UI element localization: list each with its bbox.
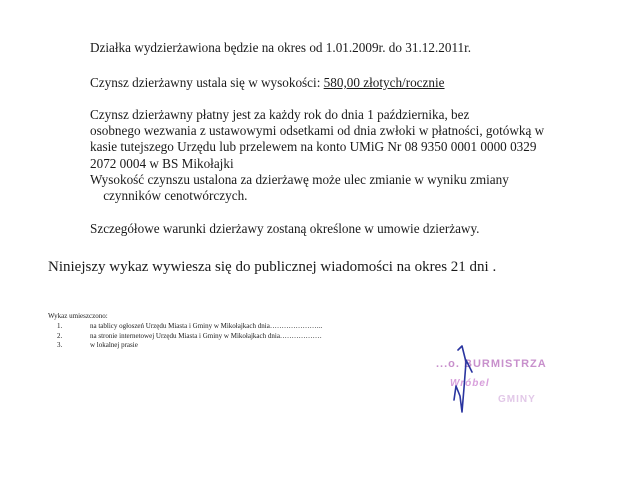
payment-terms-paragraph — [90, 107, 590, 204]
payment-terms-line: 2072 0004 w BS Mikołajki — [90, 155, 234, 171]
list-item: 2. na stronie internetowej Urzędu Miasta i Gminy w Mikołajkach dnia……………… — [64, 332, 448, 341]
posted-list — [48, 312, 448, 351]
lease-period-text: Działka wydzierżawiona będzie na okres od 1.01.2009r. do 31.12.2011r. — [90, 40, 472, 55]
posted-list-items — [48, 322, 448, 350]
rent-amount-text — [90, 75, 590, 91]
payment-terms-line: Wysokość czynszu ustalona za dzierżawę może ulec zmianie w wyniku zmiany — [90, 171, 509, 187]
stamp-line-name: Wróbel — [450, 378, 490, 389]
rent-amount-label: Czynsz dzierżawny ustala się w wysokości: — [90, 75, 324, 90]
stamp-line-office: GMINY — [498, 394, 536, 405]
official-stamp — [420, 338, 620, 428]
list-item: 3. w lokalnej prasie — [64, 341, 448, 350]
detailed-terms-text: Szczegółowe warunki dzierżawy zostaną określone w umowie dzierżawy. — [90, 221, 480, 236]
stamp-line-title: ...o. BURMISTRZA — [436, 358, 547, 370]
payment-terms-line: kasie tutejszego Urzędu lub przelewem na konto UMiG Nr 08 9350 0001 0000 0329 — [90, 139, 537, 155]
public-notice-text: Niniejszy wykaz wywiesza się do publicznej wiadomości na okres 21 dni . — [48, 259, 497, 275]
payment-terms-line: czynników cenotwórczych. — [90, 188, 248, 204]
payment-terms-line: osobnego wezwania z ustawowymi odsetkami od dnia zwłoki w płatności, gotówką w — [90, 123, 545, 139]
payment-terms-line: Czynsz dzierżawny płatny jest za każdy rok do dnia 1 października, bez — [90, 107, 470, 122]
list-item: 1. na tablicy ogłoszeń Urzędu Miasta i Gminy w Mikołajkach dnia………………….. — [64, 322, 448, 331]
handwritten-signature — [420, 338, 620, 428]
posted-list-header: Wykaz umieszczono: — [48, 312, 108, 320]
rent-amount-value: 580,00 złotych/rocznie — [323, 75, 445, 90]
